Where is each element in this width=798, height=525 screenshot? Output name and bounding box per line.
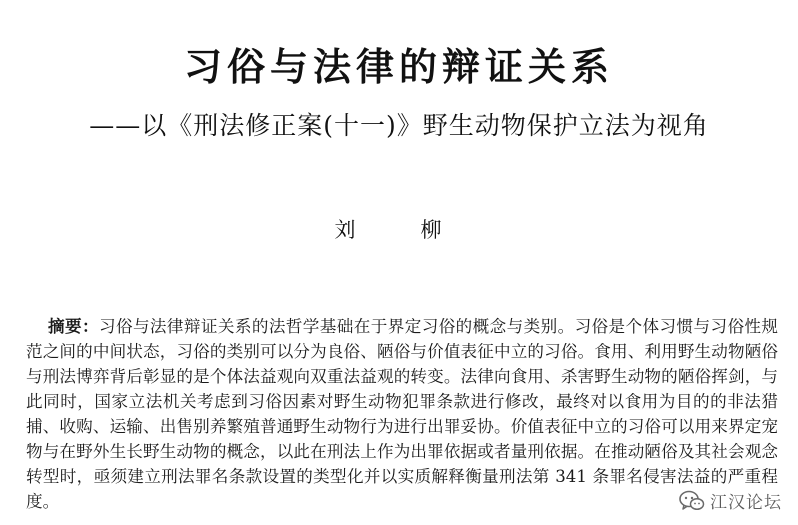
abstract-text: 习俗与法律辩证关系的法哲学基础在于界定习俗的概念与类别。习俗是个体习惯与习俗性规范之间的中间状态，习俗的类别可以分为良俗、陋俗与价值表征中立的习俗。食用、利用野生动物陋俗与刑法博弈背后彰显的是个体法益观向双重法益观的转变。法律向食用、杀害野生动物的陋俗挥剑，与此同时，国家立法机关考虑到习俗因素对野生动物犯罪条款进行修改，最终对以食用为目的的非法猎捕、收购、运输、出售别养繁殖普通野生动物行为进行出罪妥协。价值表征中立的习俗可以用来界定宠物与在野外生长野生动物的概念，以此在刑法上作为出罪依据或者量刑依据。在推动陋俗及其社会观念转型时，亟须建立刑法罪名条款设置的类型化并以实质解释衡量刑法第 341 条罪名侵害法益的严重程度。 xyxy=(26,317,779,511)
watermark xyxy=(677,488,784,513)
paper-author: 刘 柳 xyxy=(334,218,464,242)
paper-title: 习俗与法律的辩证关系 xyxy=(183,45,614,89)
abstract-label: 摘要： xyxy=(48,317,99,336)
paper-subtitle: ——以《刑法修正案(十一)》野生动物保护立法为视角 xyxy=(89,111,709,140)
wechat-icon xyxy=(679,490,705,512)
watermark-text: 江汉论坛 xyxy=(710,493,782,513)
abstract-paragraph xyxy=(26,314,778,514)
